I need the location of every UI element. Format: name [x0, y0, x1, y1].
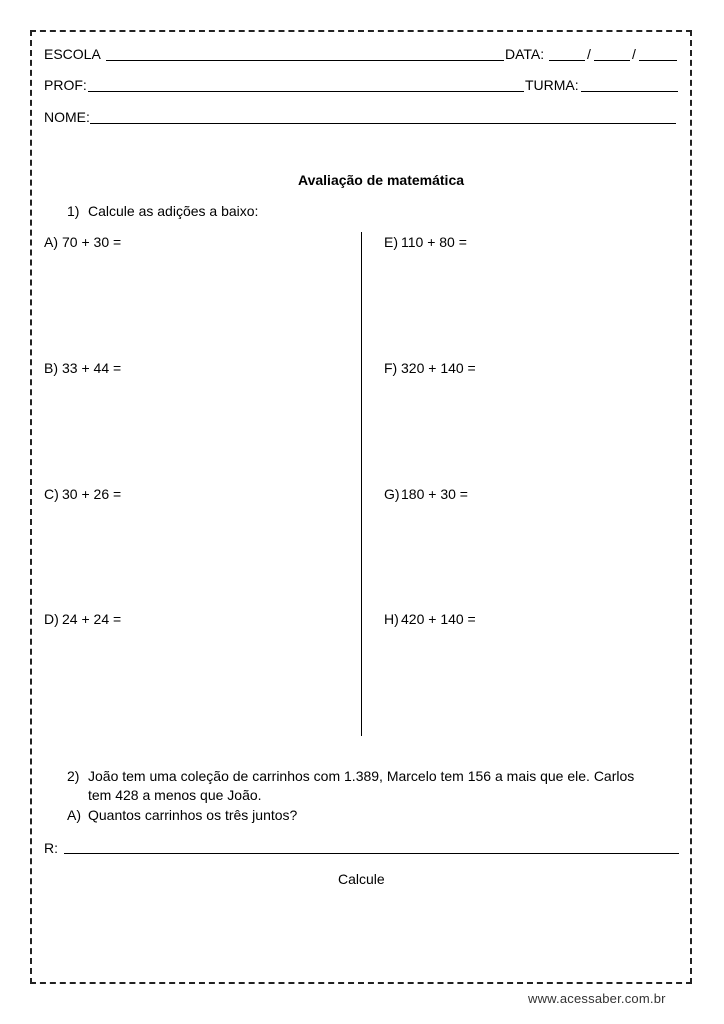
answer-label: R: — [44, 840, 58, 856]
page-title: Avaliação de matemática — [298, 172, 465, 188]
item-expression: 30 + 26 = — [62, 486, 122, 502]
item-letter: A) — [44, 234, 58, 250]
class-label: TURMA: — [525, 77, 579, 93]
question-2-number: 2) — [67, 768, 80, 784]
date-separator: / — [632, 46, 636, 62]
question-2-sub-letter: A) — [67, 807, 81, 823]
question-2-text-line1: João tem uma coleção de carrinhos com 1.389, Marcelo tem 156 a mais que ele. Carlos — [88, 768, 635, 784]
item-expression: 110 + 80 = — [401, 234, 467, 250]
date-separator: / — [587, 46, 591, 62]
item-letter: D) — [44, 611, 59, 627]
question-2-text-line2: tem 428 a menos que João. — [88, 787, 262, 803]
date-year-field[interactable] — [639, 60, 677, 61]
item-letter: H) — [384, 611, 399, 627]
date-month-field[interactable] — [594, 60, 630, 61]
item-expression: 70 + 30 = — [62, 234, 122, 250]
answer-field[interactable] — [64, 853, 679, 854]
item-expression: 420 + 140 = — [401, 611, 476, 627]
prof-field[interactable] — [88, 91, 524, 92]
name-field[interactable] — [90, 123, 676, 124]
school-field[interactable] — [106, 60, 504, 61]
name-label: NOME: — [44, 109, 90, 125]
item-letter: C) — [44, 486, 59, 502]
calculate-label: Calcule — [338, 871, 385, 887]
item-expression: 320 + 140 = — [401, 360, 476, 376]
column-divider — [361, 232, 362, 736]
prof-label: PROF: — [44, 77, 87, 93]
school-label: ESCOLA — [44, 46, 101, 62]
item-expression: 180 + 30 = — [401, 486, 468, 502]
item-letter: F) — [384, 360, 398, 376]
question-2-sub-text: Quantos carrinhos os três juntos? — [88, 807, 298, 823]
item-expression: 33 + 44 = — [62, 360, 122, 376]
date-day-field[interactable] — [549, 60, 585, 61]
question-1-number: 1) — [67, 203, 80, 219]
item-letter: B) — [44, 360, 58, 376]
item-letter: E) — [384, 234, 398, 250]
class-field[interactable] — [581, 91, 678, 92]
item-letter: G) — [384, 486, 400, 502]
footer-website: www.acessaber.com.br — [528, 991, 666, 1006]
item-expression: 24 + 24 = — [62, 611, 122, 627]
question-1-text: Calcule as adições a baixo: — [88, 203, 259, 219]
date-label: DATA: — [505, 46, 545, 62]
